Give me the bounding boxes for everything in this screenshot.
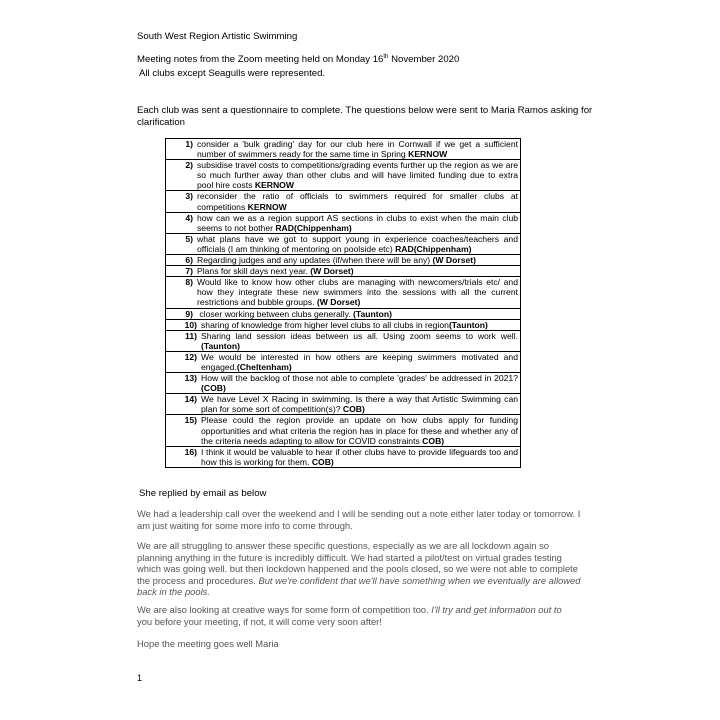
question-cell <box>166 319 521 330</box>
question-row <box>166 330 521 351</box>
reply-paragraph-2-italic: But we're confident that we'll have something when we eventually are allowed back in the pools. <box>137 574 581 598</box>
question-cell <box>166 351 521 372</box>
question-club: (W Dorset) <box>432 255 476 266</box>
document-title: South West Region Artistic Swimming <box>137 31 298 42</box>
question-text-block <box>166 191 518 211</box>
meeting-text: Meeting notes from the Zoom meeting held on Monday 16 <box>137 54 384 66</box>
question-row <box>166 212 521 233</box>
question-cell <box>166 373 521 394</box>
question-number: 13) <box>184 373 197 384</box>
question-text: Would like to know how other clubs are managing with newcomers/trials etc/ and how they integrate these new swimmers into the sessions with all the current restrictions and bubble groups. <box>197 277 518 308</box>
intro-line-1: Each club was sent a questionnaire to complete. The questions below were sent to Maria Ramos asking for <box>137 105 593 116</box>
question-cell <box>166 308 521 319</box>
reply-paragraph-1: We had a leadership call over the weekend and I will be sending out a note either later today or tomorrow. I am just waiting for some more info to come through. <box>137 508 581 531</box>
reply-paragraph-3-italic: I'll try and get information out to <box>431 604 562 615</box>
question-club: COB) <box>422 435 445 446</box>
question-club: KERNOW <box>408 149 448 160</box>
question-club: RAD(Chippenham) <box>275 222 352 233</box>
question-text: closer working between clubs generally. <box>197 308 354 319</box>
question-text-block <box>166 277 518 307</box>
question-text: consider a 'bulk grading' day for our club here in Cornwall if we get a sufficient number of swimmers ready for the same time in Spring <box>197 139 518 160</box>
question-text-block <box>166 447 518 467</box>
question-number: 15) <box>184 415 197 426</box>
question-row <box>166 255 521 266</box>
question-cell <box>166 191 521 212</box>
meeting-line <box>137 51 459 66</box>
question-cell <box>166 255 521 266</box>
questions-table <box>165 138 521 468</box>
question-text-block <box>166 139 518 159</box>
question-number: 1) <box>185 139 193 149</box>
question-row <box>166 160 521 191</box>
question-text-block <box>166 255 518 265</box>
question-club: (Taunton) <box>353 308 393 319</box>
question-cell <box>166 139 521 160</box>
question-club: (W Dorset) <box>316 297 361 308</box>
question-cell <box>166 446 521 467</box>
question-club: COB) <box>311 456 334 467</box>
question-text: sharing of knowledge from higher level clubs to all clubs in region <box>201 319 449 330</box>
question-number: 12) <box>184 351 197 362</box>
question-club: (W Dorset) <box>310 266 354 277</box>
question-club: (Taunton) <box>448 319 488 330</box>
question-text: Sharing land session ideas between us all. Using zoom seems to work well. <box>201 330 518 341</box>
question-number: 7) <box>185 266 193 277</box>
question-club: KERNOW <box>254 180 294 191</box>
question-text: We would be interested in how others are keeping swimmers motivated and engaged. <box>201 351 518 372</box>
question-row <box>166 351 521 372</box>
question-number: 8) <box>185 277 193 288</box>
question-text: Plans for skill days next year. <box>197 266 311 277</box>
question-row <box>166 277 521 308</box>
question-row <box>166 139 521 160</box>
question-text-block <box>166 213 518 233</box>
question-text: I think it would be valuable to hear if other clubs have to provide lifeguards too and how this is working for them. <box>201 446 518 467</box>
question-cell <box>166 415 521 446</box>
question-text: subsidise travel costs to competitions/grading events further up the region as we are so much further away than other clubs and will have limited funding due to extra pool hire costs <box>197 160 518 191</box>
meeting-sup: th <box>383 54 389 60</box>
meeting-date: November 2020 <box>388 54 460 66</box>
question-club: COB) <box>342 404 365 415</box>
question-row <box>166 266 521 277</box>
question-number: 9) <box>185 308 193 319</box>
question-text: what plans have we got to support young in experience coaches/teachers and officials (I am thinking of mentoring on poolside etc) <box>197 233 518 254</box>
question-text-block <box>166 415 518 445</box>
question-cell <box>166 266 521 277</box>
question-club: (COB) <box>201 383 226 394</box>
reply-paragraph-2-text: We are all struggling to answer these specific questions, especially as we are all lockdown again so planning anything in the future is incredibly difficult. We had started a pilot/test on virtual grades testing which was going well. but then lockdown happened and the pools closed, so we were not able to complete the process and procedures. <box>137 540 578 586</box>
question-number: 6) <box>185 255 193 266</box>
reply-paragraph-4: Hope the meeting goes well Maria <box>137 638 279 649</box>
reply-intro: She replied by email as below <box>139 488 267 499</box>
question-cell <box>166 277 521 308</box>
reply-paragraph-3-text: We are also looking at creative ways for some form of competition too. <box>137 604 432 615</box>
intro-line-2: clarification <box>137 117 185 128</box>
question-row <box>166 319 521 330</box>
question-club: KERNOW <box>247 201 287 212</box>
question-number: 11) <box>185 330 197 341</box>
question-row <box>166 446 521 467</box>
question-text: Please could the region provide an update on how clubs apply for funding opportunities and what criteria the region has in place for these and whether any of the criteria needs adapting to allow for COVID constraints <box>201 415 518 446</box>
question-text: Regarding judges and any updates (if/when there will be any) <box>197 255 433 266</box>
question-text-block <box>166 394 518 414</box>
question-cell <box>166 233 521 254</box>
question-text-block <box>166 234 518 254</box>
question-cell <box>166 160 521 191</box>
represented-line: All clubs except Seagulls were represented. <box>139 68 326 79</box>
question-number: 10) <box>184 319 197 330</box>
question-cell <box>166 330 521 351</box>
reply-paragraph-2 <box>137 540 587 598</box>
question-number: 4) <box>185 212 193 223</box>
question-number: 5) <box>185 233 193 244</box>
question-text-block <box>166 352 518 372</box>
question-text: How will the backlog of those not able to complete 'grades' be addressed in 2021? <box>201 373 518 384</box>
question-row <box>166 373 521 394</box>
question-text-block <box>166 373 518 393</box>
question-club: RAD(Chippenham) <box>395 243 472 254</box>
question-text-block <box>166 309 518 319</box>
question-text: how can we as a region support AS sections in clubs to exist when the main club seems to not bother <box>197 212 518 233</box>
question-number: 14) <box>184 394 197 405</box>
question-club: (Taunton) <box>201 340 240 351</box>
reply-paragraph-3 <box>137 604 587 627</box>
question-cell <box>166 212 521 233</box>
question-row <box>166 308 521 319</box>
question-text: We have Level X Racing in swimming. Is there a way that Artistic Swimming can plan for some sort of competition(s)? <box>201 394 518 415</box>
reply-paragraph-3-cont: you before your meeting, if not, it will come very soon after! <box>137 615 382 627</box>
question-row <box>166 394 521 415</box>
question-text-block <box>166 331 518 351</box>
question-text-block <box>166 266 518 276</box>
question-club: (Cheltenham) <box>236 361 292 372</box>
question-row <box>166 233 521 254</box>
question-row <box>166 191 521 212</box>
question-number: 3) <box>185 191 193 202</box>
question-text-block <box>166 160 518 190</box>
question-cell <box>166 394 521 415</box>
page-number: 1 <box>137 673 143 683</box>
question-number: 16) <box>184 446 197 457</box>
question-text-block <box>166 320 518 330</box>
question-text: reconsider the ratio of officials to swimmers required for smaller clubs at competitions <box>197 191 518 212</box>
question-number: 2) <box>185 160 193 171</box>
question-row <box>166 415 521 446</box>
